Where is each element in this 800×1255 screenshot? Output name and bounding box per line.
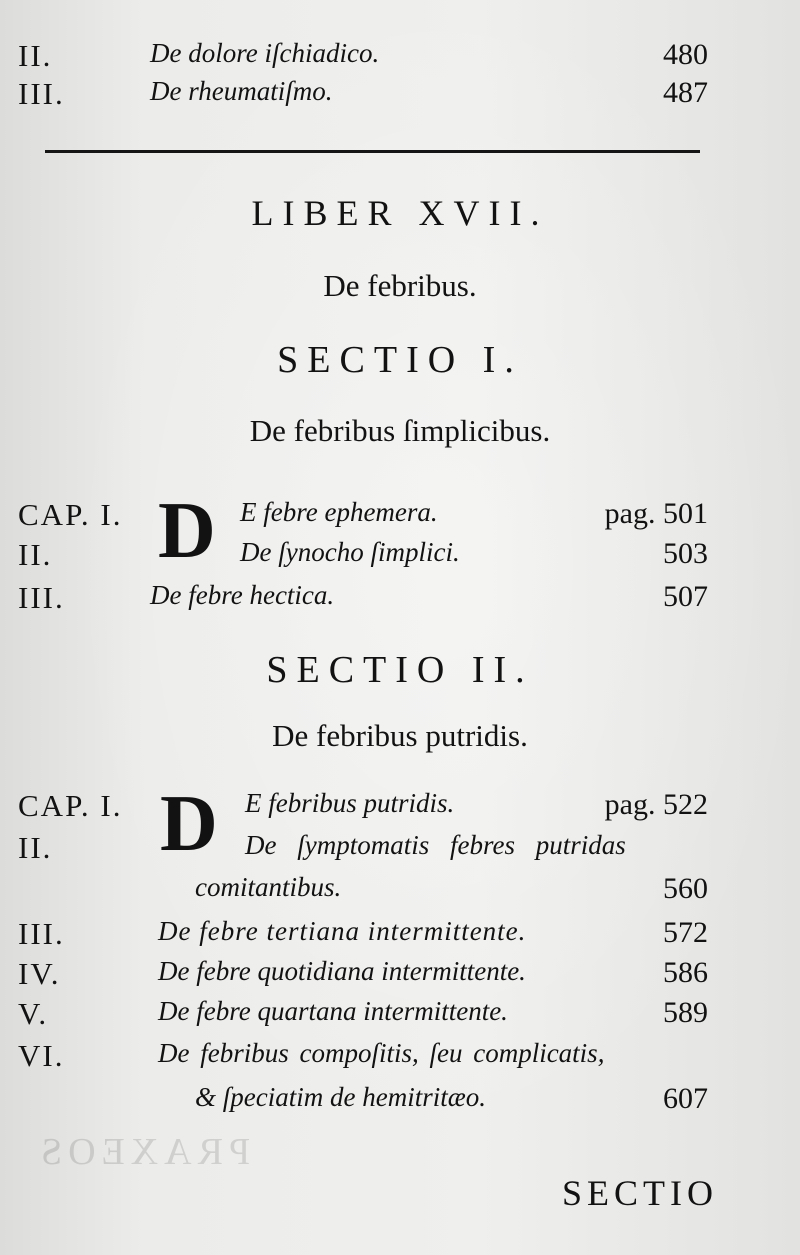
book-heading: LIBER XVII. bbox=[251, 193, 549, 233]
chapter-title: De ſynocho ſimplici. bbox=[240, 537, 460, 567]
page-number: pag. 501 bbox=[604, 497, 708, 530]
chapter-title: De febre hectica. bbox=[150, 580, 335, 610]
chapter-number: CAP. I. bbox=[18, 788, 123, 823]
toc-entry bbox=[0, 1038, 800, 1078]
book-subtitle: De febribus. bbox=[323, 268, 477, 303]
chapter-title: De ſymptomatis febres putridas bbox=[245, 830, 626, 860]
chapter-title: De febre quartana intermittente. bbox=[158, 996, 508, 1026]
page-number: 586 bbox=[663, 956, 708, 989]
chapter-title: De febre tertiana intermittente. bbox=[158, 916, 527, 946]
chapter-number: III. bbox=[18, 580, 65, 615]
page-number: 503 bbox=[663, 537, 708, 570]
chapter-number: II. bbox=[18, 830, 53, 865]
chapter-title: De rheumatiſmo. bbox=[150, 76, 333, 106]
toc-entry bbox=[0, 956, 800, 996]
toc-entry bbox=[0, 830, 800, 870]
horizontal-rule bbox=[45, 150, 700, 153]
chapter-title: De febribus compoſitis, ſeu complicatis, bbox=[158, 1038, 605, 1068]
page-number: pag. 522 bbox=[604, 788, 708, 821]
toc-entry-continuation bbox=[0, 1082, 800, 1122]
section-subtitle: De febribus ſimplicibus. bbox=[249, 413, 551, 448]
chapter-number: VI. bbox=[18, 1038, 65, 1073]
toc-entry bbox=[0, 916, 800, 956]
page-number: 560 bbox=[663, 872, 708, 905]
drop-cap-initial: D bbox=[160, 780, 218, 868]
chapter-number: II. bbox=[18, 537, 53, 572]
section-heading: SECTIO I. bbox=[277, 339, 523, 381]
chapter-number: CAP. I. bbox=[18, 497, 123, 532]
page-number: 487 bbox=[663, 76, 708, 109]
toc-entry bbox=[0, 537, 800, 577]
toc-entry-continuation bbox=[0, 872, 800, 912]
section-subtitle: De febribus putridis. bbox=[272, 718, 528, 753]
catchword: SECTIO bbox=[562, 1173, 718, 1213]
chapter-number: V. bbox=[18, 996, 49, 1031]
bleed-through-text: PRAXEOS bbox=[35, 1131, 251, 1173]
toc-entry bbox=[0, 996, 800, 1036]
section-heading: SECTIO II. bbox=[266, 649, 534, 691]
chapter-number: IV. bbox=[18, 956, 61, 991]
chapter-title: De febre quotidiana intermittente. bbox=[158, 956, 526, 986]
toc-entry bbox=[0, 580, 800, 620]
chapter-number: III. bbox=[18, 76, 65, 111]
chapter-title-continuation: comitantibus. bbox=[195, 872, 342, 902]
chapter-title-continuation: & ſpeciatim de hemitritæo. bbox=[195, 1082, 486, 1112]
chapter-title: E febre ephemera. bbox=[240, 497, 438, 527]
page-number: 507 bbox=[663, 580, 708, 613]
page-number: 572 bbox=[663, 916, 708, 949]
chapter-title: E febribus putridis. bbox=[245, 788, 455, 818]
toc-entry bbox=[0, 38, 800, 78]
chapter-number: II. bbox=[18, 38, 53, 73]
page-number: 589 bbox=[663, 996, 708, 1029]
chapter-title: De dolore iſchiadico. bbox=[150, 38, 380, 68]
page-number: 480 bbox=[663, 38, 708, 71]
page-number: 607 bbox=[663, 1082, 708, 1115]
toc-entry bbox=[0, 76, 800, 116]
drop-cap-initial: D bbox=[158, 487, 216, 575]
chapter-number: III. bbox=[18, 916, 65, 951]
